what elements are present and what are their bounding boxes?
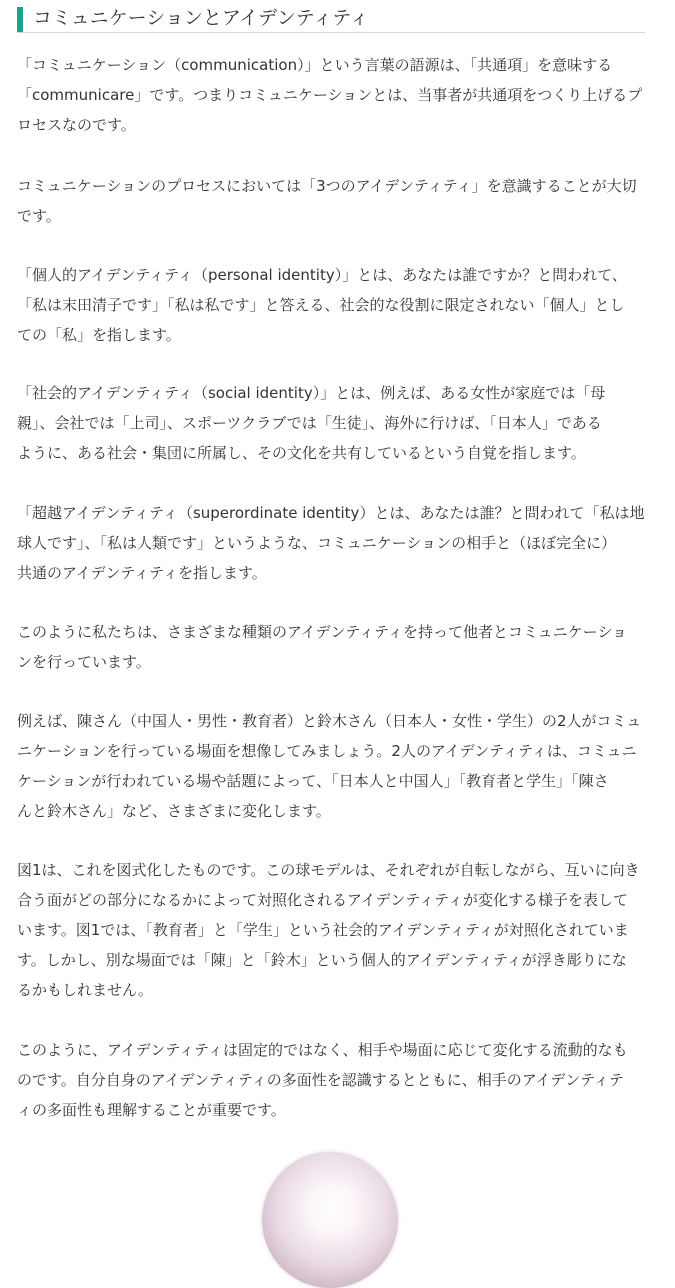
paragraph-conclusion	[17, 1035, 657, 1125]
sphere-model-figure	[262, 1152, 398, 1288]
text-line: 「超越アイデンティティ（superordinate identity）とは、あなたは誰？と問われて「私は地	[17, 504, 645, 522]
text-line: このように、アイデンティティは固定的ではなく、相手や場面に応じて変化する流動的なも	[17, 1041, 628, 1059]
text-line: んと鈴木さん」など、さまざまに変化します。	[17, 802, 331, 820]
heading-accent-bar	[17, 7, 23, 32]
text-line: コミュニケーションのプロセスにおいては「3つのアイデンティティ」を意識することが大切	[17, 177, 637, 195]
text-line: 図1は、これを図式化したものです。この球モデルは、それぞれが自転しながら、互いに向き	[17, 861, 640, 879]
paragraph-etymology	[17, 50, 657, 140]
text-line: です。	[17, 207, 61, 225]
text-line: るかもしれません。	[17, 981, 153, 999]
text-line: ケーションが行われている場や話題によって、「日本人と中国人」「教育者と学生」「陳さ	[17, 772, 609, 790]
text-line: 合う面がどの部分になるかによって対照化されるアイデンティティが変化する様子を表して	[17, 891, 628, 909]
text-line: 球人です」、「私は人類です」というような、コミュニケーションの相手と（ほぼ完全に）	[17, 534, 617, 552]
text-line: ィの多面性も理解することが重要です。	[17, 1101, 286, 1119]
paragraph-personal-identity	[17, 260, 657, 350]
text-line: ニケーションを行っている場面を想像してみましょう。2人のアイデンティティは、コミュニ	[17, 742, 637, 760]
paragraph-superordinate-identity	[17, 498, 657, 588]
paragraph-three-identities	[17, 171, 657, 231]
text-line: 「社会的アイデンティティ（social identity）」とは、例えば、ある女性が家庭では「母	[17, 384, 606, 402]
paragraph-multiple-identities	[17, 617, 657, 677]
text-line: のです。自分自身のアイデンティティの多面性を認識するとともに、相手のアイデンティテ	[17, 1071, 624, 1089]
text-line: 例えば、陳さん（中国人・男性・教育者）と鈴木さん（日本人・女性・学生）の2人がコミュ	[17, 712, 642, 730]
text-line: ように、ある社会・集団に所属し、その文化を共有しているという自覚を指します。	[17, 444, 586, 462]
text-line: 「コミュニケーション（communication）」という言葉の語源は、「共通項」を意味する	[17, 56, 613, 74]
text-line: このように私たちは、さまざまな種類のアイデンティティを持って他者とコミュニケーショ	[17, 623, 628, 641]
text-line: 「私は末田清子です」「私は私です」と答える、社会的な役割に限定されない「個人」とし	[17, 296, 625, 314]
text-line: 共通のアイデンティティを指します。	[17, 564, 267, 582]
section-heading	[17, 6, 645, 33]
text-line: ロセスなのです。	[17, 116, 136, 134]
section-title: コミュニケーションとアイデンティティ	[33, 7, 369, 29]
paragraph-figure-explanation	[17, 855, 657, 1005]
paragraph-social-identity	[17, 378, 657, 468]
text-line: ての「私」を指します。	[17, 326, 181, 344]
text-line: す。しかし、別な場面では「陳」と「鈴木」という個人的アイデンティティが浮き彫りにな	[17, 951, 627, 969]
text-line: 親」、会社では「上司」、スポーツクラブでは「生徒」、海外に行けば、「日本人」である	[17, 414, 602, 432]
text-line: 「communicare」です。つまりコミュニケーションとは、当事者が共通項をつくり上げるプ	[17, 86, 643, 104]
paragraph-example	[17, 706, 657, 826]
text-line: 「個人的アイデンティティ（personal identity）」とは、あなたは誰ですか？と問われて、	[17, 266, 627, 284]
text-line: います。図1では、「教育者」と「学生」という社会的アイデンティティが対照化されていま	[17, 921, 629, 939]
text-line: ンを行っています。	[17, 653, 151, 671]
